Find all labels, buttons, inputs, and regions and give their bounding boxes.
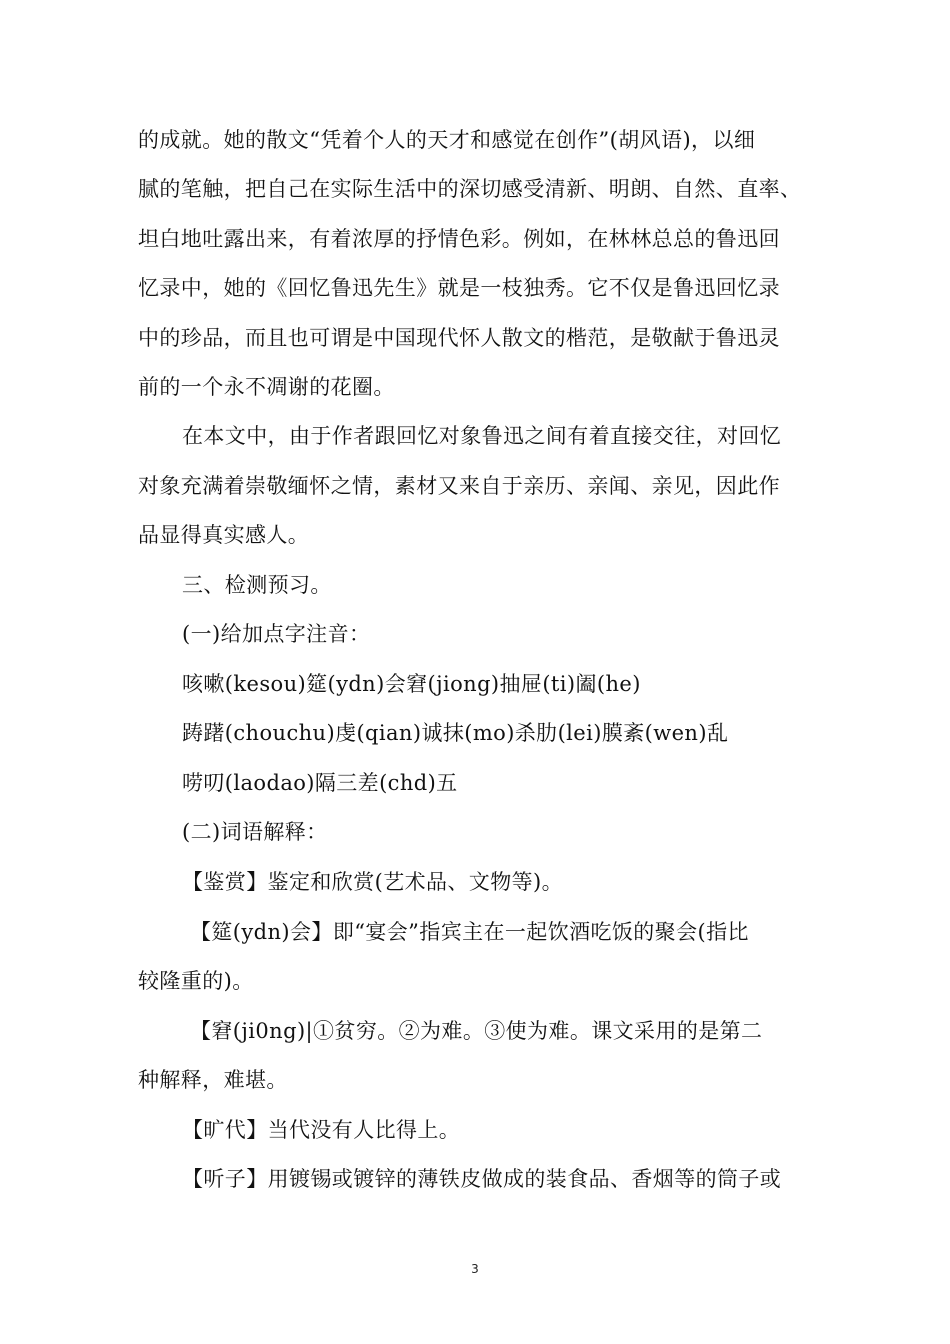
page-number: 3: [471, 1262, 479, 1276]
text-line-6: 前的一个永不凋谢的花圈。: [138, 375, 395, 399]
text-line-4: 忆录中，她的《回忆鲁迅先生》就是一枝独秀。它不仅是鲁迅回忆录: [138, 276, 780, 300]
vocab-entry-jiong-cont: 种解释，难堪。: [138, 1068, 288, 1092]
subsection-heading-pinyin: (一)给加点字注音：: [182, 622, 371, 646]
text-line-1: 的成就。她的散文“凭着个人的天才和感觉在创作”(胡风语)，以细: [138, 128, 756, 152]
text-line-9: 品显得真实感人。: [138, 523, 310, 547]
vocab-entry-jiong: 【窘(ji0ng)|①贫穷。②为难。③使为难。课文采用的是第二: [190, 1019, 763, 1043]
text-line-2: 腻的笔触，把自己在实际生活中的深切感受清新、明朗、自然、直率、: [138, 177, 802, 201]
subsection-heading-vocab: (二)词语解释：: [182, 820, 328, 844]
pinyin-line-1: 咳嗽(kesou)筵(ydn)会窘(jiong)抽屉(ti)阖(he): [182, 672, 641, 696]
text-line-5: 中的珍品，而且也可谓是中国现代怀人散文的楷范，是敬献于鲁迅灵: [138, 326, 780, 350]
vocab-entry-tingzi: 【听子】用镀锡或镀锌的薄铁皮做成的装食品、香烟等的筒子或: [182, 1167, 782, 1191]
section-heading: 三、检测预习。: [182, 573, 332, 597]
pinyin-line-3: 唠叨(laodao)隔三差(chd)五: [182, 771, 458, 795]
vocab-entry-jianshang: 【鉴赏】鉴定和欣赏(艺术品、文物等)。: [182, 870, 563, 894]
text-line-3: 坦白地吐露出来，有着浓厚的抒情色彩。例如，在林林总总的鲁迅回: [138, 227, 780, 251]
pinyin-line-2: 踌躇(chouchu)虔(qian)诚抹(mo)杀肋(lei)膜紊(wen)乱: [182, 721, 729, 745]
text-line-7: 在本文中，由于作者跟回忆对象鲁迅之间有着直接交往，对回忆: [182, 424, 782, 448]
vocab-entry-kuangdai: 【旷代】当代没有人比得上。: [182, 1118, 461, 1142]
vocab-entry-yanhui: 【筵(ydn)会】即“宴会”指宾主在一起饮酒吃饭的聚会(指比: [190, 920, 749, 944]
vocab-entry-yanhui-cont: 较隆重的)。: [138, 969, 254, 993]
text-line-8: 对象充满着崇敬缅怀之情，素材又来自于亲历、亲闻、亲见，因此作: [138, 474, 780, 498]
